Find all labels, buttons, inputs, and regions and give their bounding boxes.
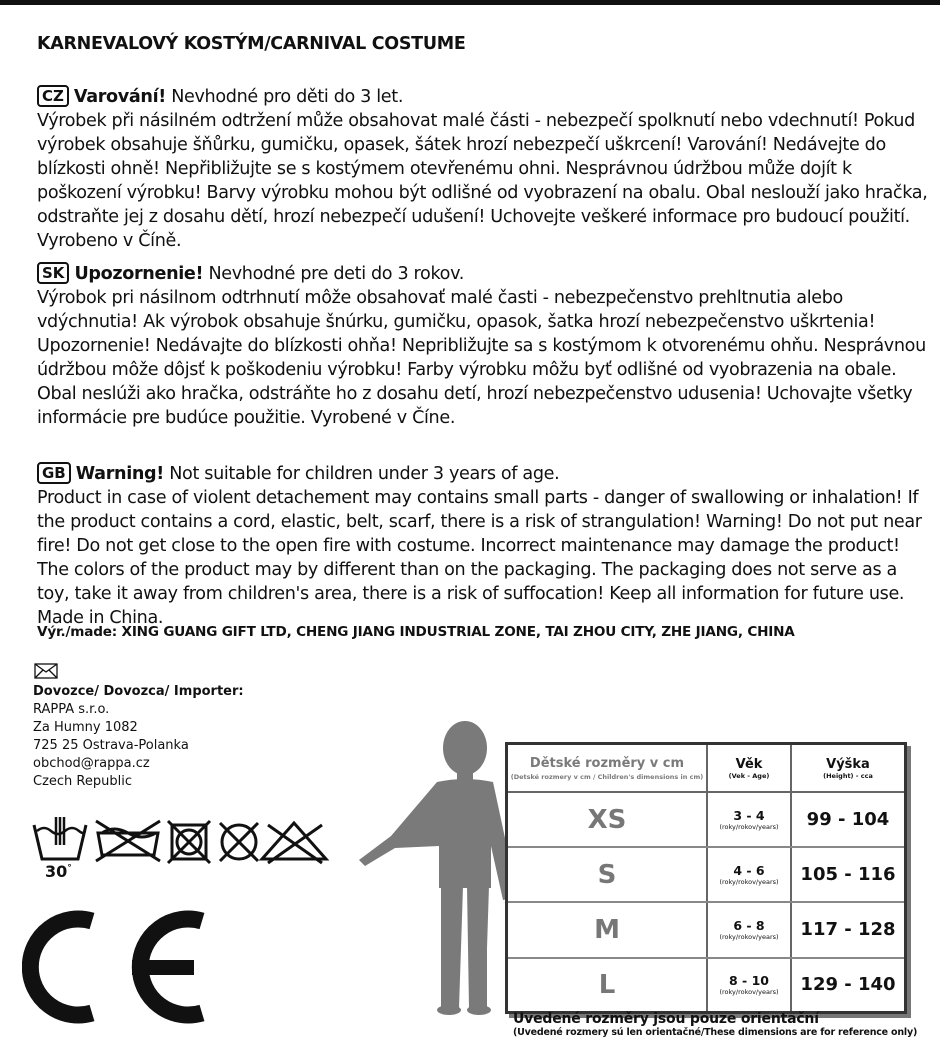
- ce-mark-icon: [22, 905, 222, 1034]
- height-range: 99 - 104: [791, 792, 904, 847]
- header-height-sublabel: (Height) - cca: [823, 771, 873, 780]
- warning-lead-gb: Not suitable for children under 3 years of age.: [169, 464, 560, 484]
- footnote-sub: (Uvedené rozmery sú len orientačné/These dimensions are for reference only): [513, 1027, 918, 1038]
- warning-text-sk: Výrobok pri násilnom odtrhnutí môže obsahovať malé časti - nebezpečenstvo prehltnutia alebo vdýchnutia! Ak výrobok obsahuje šnúrku, gumičku, opasok, šatka hrozí nebezpečenstvo uškrtenia! Upozornenie! Nedávajte do blízkosti ohňa! Nepribližujte sa s kostýmom k otvorenému ohňu. Nesprávnou údržbou môže dôjsť k poškodeniu výrobku! Farby výrobku môžu byť odlišné od vyobrazenia na obale. Obal neslúži ako hračka, odstráňte ho z dosahu detí, hrozí nebezpečenstvo udusenia! Uchovajte všetky informácie pre budúce použitie. Vyrobené v Číne.: [37, 288, 926, 428]
- size-code: S: [508, 847, 707, 902]
- manufacturer-line: Výr./made: XING GUANG GIFT LTD, CHENG JIANG INDUSTRIAL ZONE, TAI ZHOU CITY, ZHE JIANG, CHINA: [37, 624, 795, 640]
- page-title: KARNEVALOVÝ KOSTÝM/CARNIVAL COSTUME: [37, 34, 466, 54]
- wash-temperature: 30°: [45, 862, 72, 881]
- table-row: [508, 792, 904, 847]
- child-silhouette-icon: [355, 718, 525, 1022]
- flag-badge-sk: SK: [37, 262, 69, 284]
- header-dimensions: [508, 745, 707, 792]
- age-unit: (roky/rokov/years): [719, 823, 779, 832]
- header-age-label: Věk: [735, 756, 763, 772]
- no-tumble-dry-icon: [96, 821, 160, 861]
- importer-line: Za Humny 1082: [33, 720, 138, 735]
- no-bleach-icon: [262, 823, 326, 863]
- warning-lead-cz: Nevhodné pro děti do 3 let.: [171, 87, 404, 107]
- age-unit: (roky/rokov/years): [719, 878, 779, 887]
- age-range: 8 - 10: [729, 973, 769, 989]
- age-range: 6 - 8: [733, 918, 765, 934]
- section-gb: [37, 462, 932, 630]
- warning-heading-gb: Warning!: [75, 464, 164, 484]
- table-row: [508, 847, 904, 902]
- section-sk: [37, 262, 932, 430]
- size-code: M: [508, 902, 707, 957]
- warning-text-cz: Výrobek při násilném odtržení může obsahovat malé části - nebezpečí spolknutí nebo vdechnutí! Pokud výrobek obsahuje šňůrku, gumičku, opasek, šátek hrozí nebezpečí uškrcení! Varování! Nedávejte do blízkosti ohně! Nepřibližujte se s kostýmem otevřenému ohni. Nesprávnou údržbou může dojít k poškození výrobku! Barvy výrobku mohou být odlišné od vyobrazení na obalu. Obal neslouží jako hračka, odstraňte jej z dosahu dětí, hrozí nebezpečí udušení! Uchovejte veškeré informace pro budoucí použití. Vyrobeno v Číně.: [37, 111, 928, 251]
- warning-heading-sk: Upozornenie!: [74, 264, 204, 284]
- age-cell: [707, 792, 791, 847]
- header-age: [707, 745, 791, 792]
- table-row: [508, 958, 904, 1011]
- size-code: L: [598, 969, 616, 1000]
- top-border: [0, 0, 940, 5]
- size-chart: [505, 742, 907, 1014]
- size-table: [508, 745, 904, 1011]
- header-dimensions-label: Dětské rozměry v cm: [529, 755, 685, 771]
- envelope-icon: [34, 663, 58, 683]
- warning-text-gb: Product in case of violent detachement may contains small parts - danger of swallowing or inhalation! If the product contains a cord, elastic, belt, scarf, there is a risk of strangulation! Warning! Do not put near fire! Do not get close to the open fire with costume. Incorrect maintenance may damage the product! The colors of the product may by different than on the packaging. The packaging does not serve as a toy, take it away from children's area, there is a risk of suffocation! Keep all information for future use. Made in China.: [37, 488, 922, 628]
- importer-block: [33, 683, 244, 791]
- section-cz-lead-line: [37, 85, 932, 109]
- table-row: [508, 902, 904, 957]
- warning-lead-sk: Nevhodné pre deti do 3 rokov.: [208, 264, 465, 284]
- age-range: 3 - 4: [733, 808, 765, 824]
- importer-heading: Dovozce/ Dovozca/ Importer:: [33, 684, 244, 699]
- header-height-label: Výška: [826, 756, 870, 772]
- no-machine-dry-icon: [168, 821, 210, 863]
- height-range: 117 - 128: [791, 902, 904, 957]
- wash-temperature-value: 30: [45, 862, 68, 881]
- age-cell: [707, 902, 791, 957]
- care-symbols: [32, 815, 332, 869]
- footnote-main: Uvedené rozměry jsou pouze orientační: [513, 1011, 819, 1027]
- age-cell: [707, 847, 791, 902]
- no-dry-clean-icon: [220, 823, 258, 861]
- wash-30-icon: [34, 817, 86, 859]
- importer-line: 725 25 Ostrava-Polanka: [33, 738, 189, 753]
- warning-heading-cz: Varování!: [73, 87, 166, 107]
- age-unit: (roky/rokov/years): [719, 988, 779, 997]
- importer-line: RAPPA s.r.o.: [33, 702, 110, 717]
- size-footnote: [513, 1011, 917, 1038]
- section-sk-lead-line: [37, 262, 932, 286]
- height-range: 129 - 140: [791, 958, 904, 1011]
- age-unit: (roky/rokov/years): [719, 933, 779, 942]
- importer-email: obchod@rappa.cz: [33, 756, 150, 771]
- flag-badge-gb: GB: [37, 462, 71, 484]
- header-age-sublabel: (Vek - Age): [728, 771, 770, 780]
- height-range: 105 - 116: [791, 847, 904, 902]
- age-cell: [707, 958, 791, 1011]
- size-code: XS: [508, 792, 707, 847]
- section-cz: [37, 85, 932, 253]
- header-height: [791, 745, 904, 792]
- importer-line: Czech Republic: [33, 774, 132, 789]
- section-gb-lead-line: [37, 462, 932, 486]
- flag-badge-cz: CZ: [37, 85, 69, 107]
- age-range: 4 - 6: [733, 863, 765, 879]
- header-dimensions-sublabel: (Detské rozmery v cm / Children's dimensions in cm): [510, 772, 704, 781]
